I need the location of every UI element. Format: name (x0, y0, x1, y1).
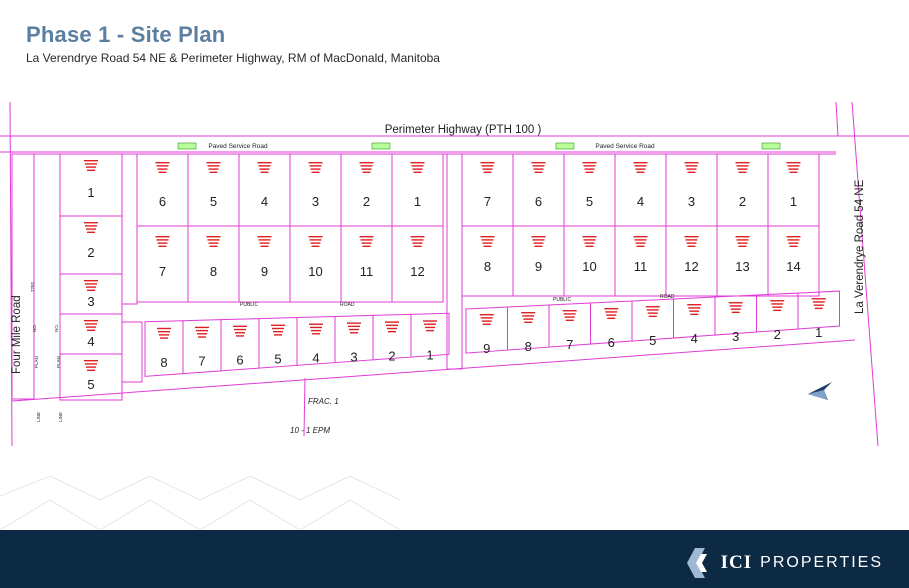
lot-number-mid-south-11: 11 (359, 264, 374, 279)
lot-note-mid-north-6 (156, 162, 170, 173)
lot-note-west-4 (84, 320, 98, 331)
lot-note-west-1 (84, 160, 98, 171)
north-arrow-icon (808, 382, 832, 400)
lot-note-east-south-10 (583, 236, 597, 247)
lot-mid-north-1 (392, 154, 443, 226)
public-road-label-1: PUBLIC (240, 302, 259, 308)
lot-number-mid-south-7: 7 (158, 264, 167, 279)
lot-note-east-bottom-2 (770, 300, 784, 311)
lot-note-mid-bottom-2 (385, 321, 399, 332)
lot-note-mid-south-8 (207, 236, 221, 247)
lot-number-east-south-13: 13 (735, 259, 750, 274)
lot-east-north-1 (768, 154, 819, 226)
lot-east-north-7 (462, 154, 513, 226)
service-road-markers (178, 143, 780, 149)
lot-east-north-3 (666, 154, 717, 226)
lot-note-east-south-8 (481, 236, 495, 247)
lot-number-west-4: 4 (87, 334, 95, 349)
lot-note-east-north-7 (481, 162, 495, 173)
lot-note-east-north-6 (532, 162, 546, 173)
lot-note-mid-north-1 (411, 162, 425, 173)
service-road-label-west: Paved Service Road (208, 143, 268, 150)
lot-mid-north-5 (188, 154, 239, 226)
lot-number-mid-bottom-8: 8 (160, 354, 168, 370)
lot-number-mid-bottom-4: 4 (312, 350, 320, 366)
lot-number-east-north-5: 5 (585, 194, 594, 209)
lot-note-mid-bottom-6 (233, 326, 247, 337)
lot-number-mid-north-6: 6 (158, 194, 167, 209)
lot-note-east-south-13 (736, 236, 750, 247)
lot-east-north-6 (513, 154, 564, 226)
lot-number-east-bottom-4: 4 (690, 331, 698, 347)
lot-note-east-bottom-1 (812, 298, 826, 309)
lot-note-mid-bottom-1 (423, 320, 437, 331)
lot-number-mid-south-12: 12 (410, 264, 425, 279)
lot-number-mid-bottom-2: 2 (388, 348, 396, 364)
lot-note-mid-bottom-4 (309, 324, 323, 335)
lot-mid-north-3 (290, 154, 341, 226)
lot-note-east-bottom-5 (646, 306, 660, 317)
epm-label: 10 - 1 EPM (290, 426, 331, 435)
frac-label: FRAC. 1 (308, 397, 339, 406)
brand-chevron-icon (687, 548, 713, 578)
lot-number-mid-north-2: 2 (362, 194, 371, 209)
lot-note-mid-bottom-7 (195, 327, 209, 338)
lot-note-mid-bottom-8 (157, 328, 171, 339)
lot-number-east-bottom-5: 5 (649, 333, 657, 349)
lot-number-east-bottom-2: 2 (773, 327, 781, 343)
lot-mid-north-2 (341, 154, 392, 226)
lot-note-mid-bottom-3 (347, 322, 361, 333)
lot-number-east-south-8: 8 (483, 259, 492, 274)
lot-number-east-north-3: 3 (687, 194, 696, 209)
lot-number-mid-north-4: 4 (260, 194, 269, 209)
lot-note-west-5 (84, 360, 98, 371)
lot-number-east-bottom-3: 3 (732, 329, 740, 345)
lot-note-mid-north-4 (258, 162, 272, 173)
lot-note-west-2 (84, 222, 98, 233)
lot-east-north-2 (717, 154, 768, 226)
lot-note-east-north-5 (583, 162, 597, 173)
lot-note-mid-north-2 (360, 162, 374, 173)
lot-east-north-4 (615, 154, 666, 226)
lot-number-mid-bottom-1: 1 (426, 347, 434, 363)
lot-mid-north-4 (239, 154, 290, 226)
lot-note-mid-south-12 (411, 236, 425, 247)
site-plan-map (0, 96, 909, 530)
lot-number-west-1: 1 (87, 185, 95, 200)
plan-word-2: PLAN (56, 356, 61, 368)
no-word-2: NO. (54, 323, 59, 332)
plan-no-number: 7292 (30, 281, 35, 292)
lot-number-east-south-12: 12 (684, 259, 699, 274)
lot-number-east-bottom-1: 1 (815, 325, 823, 341)
lot-note-east-south-9 (532, 236, 546, 247)
public-road-label-2: ROAD (340, 302, 355, 308)
lot-number-mid-south-10: 10 (308, 264, 323, 279)
lot-note-east-south-14 (787, 236, 801, 247)
lot-note-mid-north-5 (207, 162, 221, 173)
public-road-label-3: PUBLIC (553, 297, 572, 303)
lot-note-east-bottom-3 (729, 302, 743, 313)
plan-word-1: PLAN (34, 356, 39, 368)
no-word-1: NO. (32, 323, 37, 332)
lot-number-east-south-10: 10 (582, 259, 597, 274)
lot-number-east-north-1: 1 (789, 194, 798, 209)
lot-number-mid-bottom-6: 6 (236, 352, 244, 368)
lot-number-mid-bottom-3: 3 (350, 349, 358, 365)
line-word-1: LINE (36, 411, 41, 422)
brand-name: ICI (720, 552, 753, 573)
lot-note-east-south-12 (685, 236, 699, 247)
lot-note-east-bottom-9 (480, 314, 494, 325)
lot-note-east-north-2 (736, 162, 750, 173)
lot-note-east-bottom-6 (604, 308, 618, 319)
lot-number-west-5: 5 (87, 377, 95, 392)
lot-note-mid-north-3 (309, 162, 323, 173)
lot-number-mid-south-9: 9 (260, 264, 269, 279)
brand-logo (687, 548, 883, 578)
plan-no-labels (30, 281, 63, 422)
lot-note-east-north-4 (634, 162, 648, 173)
page-title: Phase 1 - Site Plan (26, 22, 226, 47)
background-pattern (0, 476, 400, 530)
lot-note-east-south-11 (634, 236, 648, 247)
brand-suffix: PROPERTIES (760, 554, 883, 571)
lot-number-east-bottom-6: 6 (607, 335, 615, 351)
lot-east-north-5 (564, 154, 615, 226)
lot-number-east-north-4: 4 (636, 194, 645, 209)
public-road-label-4: ROAD (660, 294, 675, 300)
lot-note-east-bottom-8 (521, 312, 535, 323)
lot-number-mid-bottom-7: 7 (198, 353, 206, 369)
lot-note-east-bottom-4 (687, 304, 701, 315)
lot-mid-north-6 (137, 154, 188, 226)
lot-number-east-north-6: 6 (534, 194, 543, 209)
lot-number-mid-north-5: 5 (209, 194, 218, 209)
lot-reserve-west (122, 154, 137, 304)
lot-note-east-north-3 (685, 162, 699, 173)
lot-note-mid-bottom-5 (271, 325, 285, 336)
lot-number-mid-bottom-5: 5 (274, 351, 282, 367)
lot-number-east-bottom-7: 7 (566, 337, 574, 353)
lot-note-mid-south-10 (309, 236, 323, 247)
lot-number-mid-north-1: 1 (413, 194, 422, 209)
lot-number-west-3: 3 (87, 294, 95, 309)
lot-note-mid-south-7 (156, 236, 170, 247)
lot-number-east-south-9: 9 (534, 259, 543, 274)
lot-note-east-bottom-7 (563, 310, 577, 321)
lot-note-mid-south-11 (360, 236, 374, 247)
lot-number-east-bottom-8: 8 (524, 339, 532, 355)
lot-number-east-south-11: 11 (633, 259, 648, 274)
page-subtitle: La Verendrye Road 54 NE & Perimeter Highway, RM of MacDonald, Manitoba (26, 51, 440, 65)
lot-note-east-north-1 (787, 162, 801, 173)
lot-number-east-south-14: 14 (786, 259, 801, 274)
lot-number-east-bottom-9: 9 (483, 341, 491, 356)
lot-number-east-north-7: 7 (483, 194, 492, 209)
line-word-2: LINE (58, 411, 63, 422)
lot-east-bottom-1 (798, 291, 840, 329)
lot-number-west-2: 2 (87, 245, 95, 260)
highway-label: Perimeter Highway (PTH 100 ) (384, 124, 542, 136)
service-road-label-east: Paved Service Road (595, 143, 655, 150)
east-road-label: La Verendrye Road 54 NE (854, 179, 866, 314)
lot-number-mid-north-3: 3 (311, 194, 320, 209)
lot-reserve-sw (122, 322, 142, 382)
lot-note-mid-south-9 (258, 236, 272, 247)
lot-number-mid-south-8: 8 (209, 264, 218, 279)
lot-number-east-north-2: 2 (738, 194, 747, 209)
west-road-label: Four Mile Road (11, 295, 23, 374)
lot-note-west-3 (84, 280, 98, 291)
